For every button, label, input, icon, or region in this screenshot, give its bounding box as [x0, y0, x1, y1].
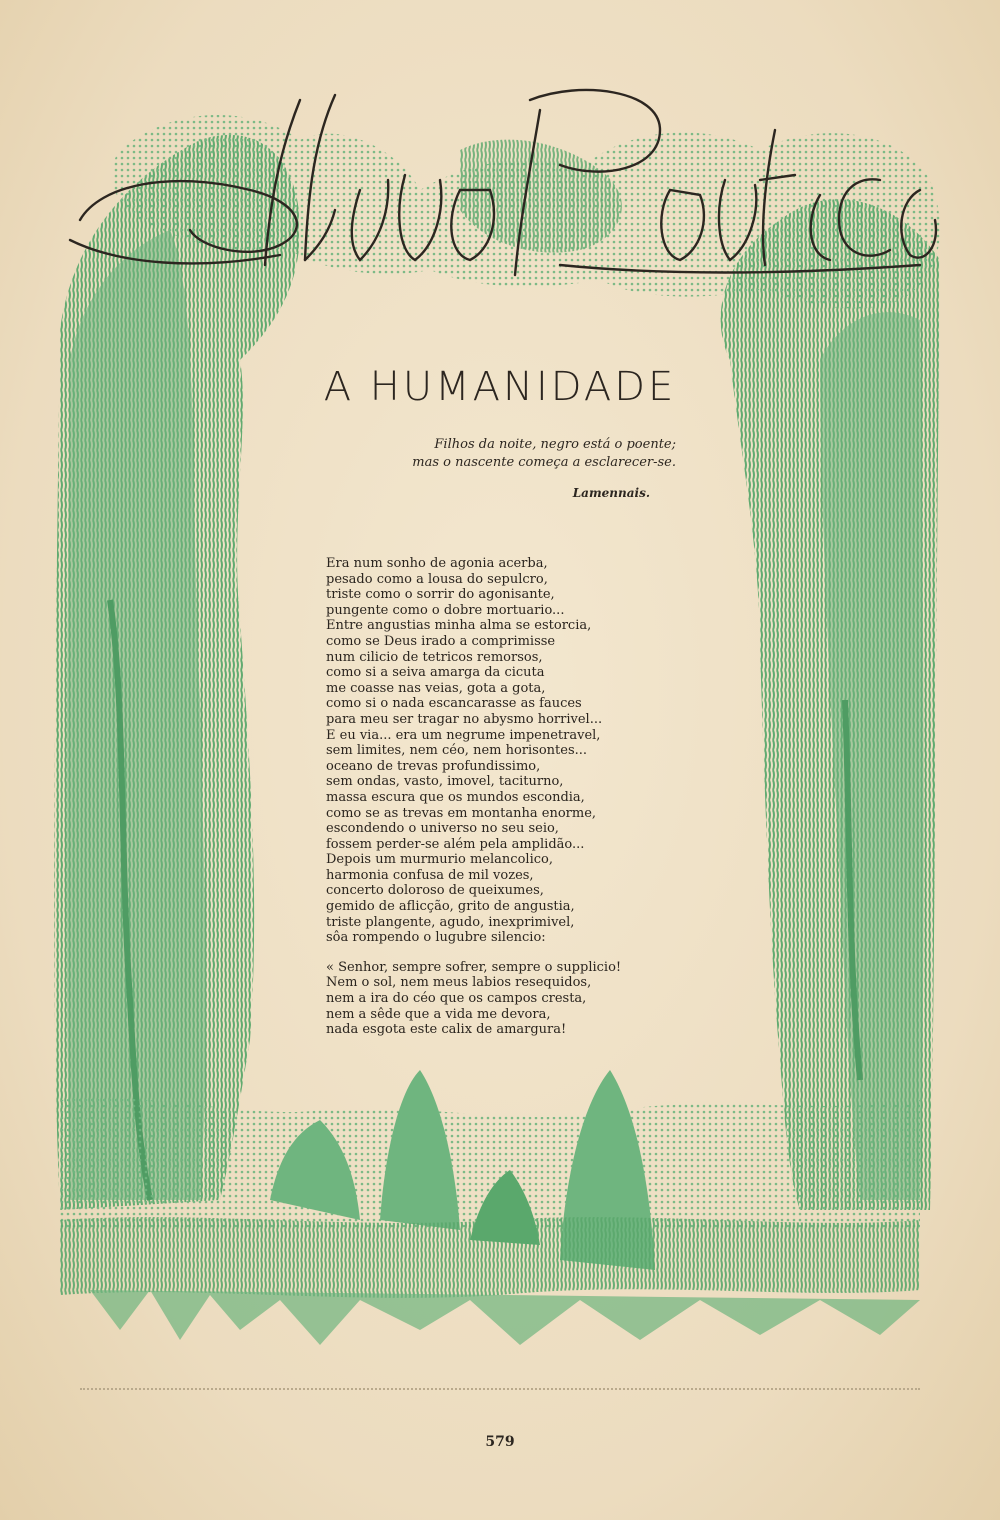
- stanza-gap: [326, 946, 696, 960]
- poem-line: sôa rompendo o lugubre silencio:: [326, 930, 546, 946]
- poem-line: E eu via... era um negrume impenetravel,: [326, 727, 601, 743]
- poem-line: nem a ira do céo que os campos cresta,: [326, 991, 587, 1007]
- poem-line: me coasse nas veias, gota a gota,: [326, 680, 546, 696]
- stanza-1: [326, 556, 696, 946]
- poem-line: para meu ser tragar no abysmo horrivel...: [326, 711, 603, 727]
- poem-line: como si a seiva amarga da cicuta: [326, 665, 545, 681]
- script-title-logo: [60, 70, 940, 290]
- epigraph-line: Filhos da noite, negro está o poente;: [434, 437, 676, 452]
- poem-line: nem a sêde que a vida me devora,: [326, 1006, 551, 1022]
- poem-line: Entre angustias minha alma se estorcia,: [326, 618, 592, 634]
- poem-line: triste plangente, agudo, inexprimivel,: [326, 914, 575, 930]
- poem-line: sem limites, nem céo, nem horisontes...: [326, 743, 588, 759]
- page-number: 579: [485, 1434, 515, 1450]
- bottom-divider: [80, 1388, 920, 1396]
- poem-line: massa escura que os mundos escondia,: [326, 789, 585, 805]
- poem-line: fossem perder-se além pela amplidão...: [326, 836, 585, 852]
- poem-line: Nem o sol, nem meus labios resequidos,: [326, 975, 592, 991]
- poem-line: sem ondas, vasto, imovel, taciturno,: [326, 774, 564, 790]
- poem-line: num cilicio de tetricos remorsos,: [326, 649, 543, 665]
- poem-line: pesado como a lousa do sepulcro,: [326, 571, 548, 587]
- poem-line: gemido de aflicção, grito de angustia,: [326, 899, 575, 915]
- poem-line: triste como o sorrir do agonisante,: [326, 587, 555, 603]
- poem-line: como se as trevas em montanha enorme,: [326, 805, 597, 821]
- epigraph-attribution: Lamennais.: [572, 486, 650, 500]
- epigraph-line: mas o nascente começa a esclarecer-se.: [412, 455, 676, 470]
- left-tree-column: [54, 135, 300, 1210]
- stanza-2: [326, 960, 696, 1038]
- poem-body: [326, 556, 696, 1038]
- article-title: A HUMANIDADE: [323, 364, 677, 410]
- poem-line: Depois um murmurio melancolico,: [326, 852, 553, 868]
- epigraph: [400, 436, 676, 472]
- poem-line: « Senhor, sempre sofrer, sempre o supplicio!: [326, 959, 622, 975]
- poem-line: oceano de trevas profundissimo,: [326, 758, 541, 774]
- poem-line: Era num sonho de agonia acerba,: [326, 556, 548, 571]
- poem-line: pungente como o dobre mortuario...: [326, 602, 565, 618]
- poem-line: concerto doloroso de queixumes,: [326, 883, 544, 899]
- poem-line: nada esgota este calix de amargura!: [326, 1022, 567, 1038]
- bottom-foliage: [60, 1070, 920, 1345]
- poem-line: harmonia confusa de mil vozes,: [326, 867, 534, 883]
- poem-line: como se Deus irado a comprimisse: [326, 633, 556, 649]
- poem-line: escondendo o universo no seu seio,: [326, 821, 559, 837]
- right-tree-column: [721, 199, 940, 1210]
- poem-line: como si o nada escancarasse as fauces: [326, 696, 582, 712]
